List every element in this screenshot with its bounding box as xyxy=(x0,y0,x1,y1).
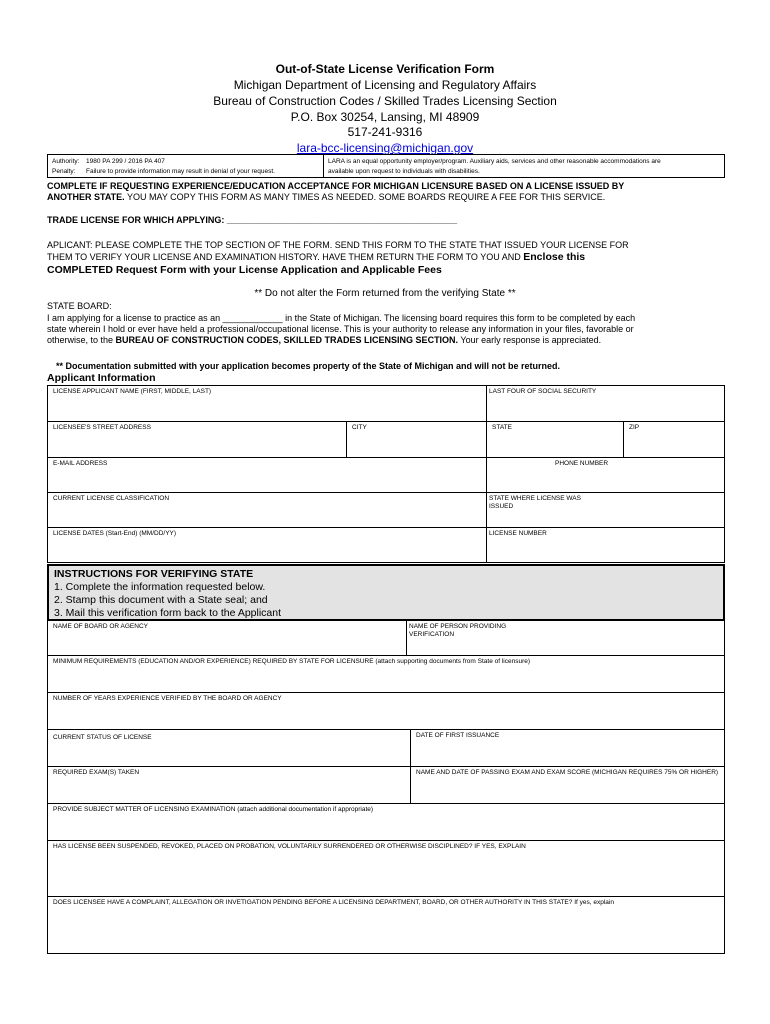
years-experience-field[interactable] xyxy=(47,692,725,730)
complaint-label: DOES LICENSEE HAVE A COMPLAINT, ALLEGATION OR INVETIGATION PENDING BEFORE A LICENSING DEPARTMENT, BOARD, OR OTHER AUTHORITY IN THIS STATE? If yes, explain xyxy=(53,899,614,906)
complete-notice-rest: YOU MAY COPY THIS FORM AS MANY TIMES AS NEEDED. SOME BOARDS REQUIRE A FEE FOR THIS SERVICE. xyxy=(124,192,606,202)
verifier-name-field[interactable] xyxy=(406,620,725,656)
city-field[interactable] xyxy=(346,421,487,458)
board-agency-label: NAME OF BOARD OR AGENCY xyxy=(53,623,148,630)
classification-label: CURRENT LICENSE CLASSIFICATION xyxy=(53,495,170,502)
authority-label: Authority: xyxy=(52,158,80,165)
form-title: Out-of-State License Verification Form xyxy=(275,62,495,76)
board-text-3c: Your early response is appreciated. xyxy=(458,335,602,345)
applicant-instructions-3: COMPLETED Request Form with your License Application and Applicable Fees xyxy=(47,264,442,276)
ssn-label: LAST FOUR OF SOCIAL SECURITY xyxy=(489,388,597,395)
license-number-field[interactable] xyxy=(486,527,725,563)
mailing-address: P.O. Box 30254, Lansing, MI 48909 xyxy=(290,110,480,124)
complete-notice-bold: ANOTHER STATE. xyxy=(47,192,125,202)
first-issuance-label: DATE OF FIRST ISSUANCE xyxy=(416,732,500,739)
eeo-line-2: available upon request to individuals with disabilities. xyxy=(328,168,480,175)
classification-field[interactable] xyxy=(47,492,487,528)
license-status-field[interactable] xyxy=(47,729,411,767)
do-not-alter-notice: ** Do not alter the Form returned from the verifying State ** xyxy=(254,288,516,299)
instructions-step-3: 3. Mail this verification form back to the Applicant xyxy=(54,607,282,619)
exams-taken-field[interactable] xyxy=(47,766,411,804)
authority-left xyxy=(48,155,324,177)
applicant-name-field[interactable] xyxy=(47,385,487,422)
license-dates-label: LICENSE DATES (Start-End) (MM/DD/YY) xyxy=(53,530,177,537)
email-label: E-MAIL ADDRESS xyxy=(53,460,108,467)
min-requirements-field[interactable] xyxy=(47,655,725,693)
complete-notice-2 xyxy=(47,192,605,203)
instructions-step-2: 2. Stamp this document with a State seal; and xyxy=(54,594,268,606)
board-text-3a: otherwise, to the xyxy=(47,335,116,345)
street-address-field[interactable] xyxy=(47,421,347,458)
enclose-this: Enclose this xyxy=(523,251,586,263)
applicant-instructions-2a: THEM TO VERIFY YOUR LICENSE AND EXAMINATION HISTORY. HAVE THEM RETURN THE FORM TO YOU AND xyxy=(47,252,524,262)
zip-field[interactable] xyxy=(623,421,725,458)
state-issued-label: STATE WHERE LICENSE WAS ISSUED xyxy=(489,495,581,510)
penalty-label: Penalty: xyxy=(52,168,76,175)
penalty-value: Failure to provide information may result in denial of your request. xyxy=(86,168,275,175)
passing-exam-field[interactable] xyxy=(410,766,725,804)
authority-value: 1980 PA 299 / 2016 PA 407 xyxy=(86,158,165,165)
exam-subject-label: PROVIDE SUBJECT MATTER OF LICENSING EXAMINATION (attach additional documentation if appropriate) xyxy=(53,806,374,813)
state-field[interactable] xyxy=(486,421,624,458)
applicant-instructions-1: APLICANT: PLEASE COMPLETE THE TOP SECTION OF THE FORM. SEND THIS FORM TO THE STATE THAT ISSUED YOUR LICENSE FOR xyxy=(47,240,629,250)
authority-box xyxy=(47,154,725,178)
license-number-label: LICENSE NUMBER xyxy=(489,530,547,537)
passing-exam-label: NAME AND DATE OF PASSING EXAM AND EXAM SCORE (MICHIGAN REQUIRES 75% OR HIGHER) xyxy=(416,769,719,776)
applicant-section-title: Applicant Information xyxy=(47,372,156,384)
applicant-instructions-2 xyxy=(47,252,585,263)
phone-number: 517-241-9316 xyxy=(347,125,423,139)
state-label: STATE xyxy=(492,424,512,431)
email-field[interactable] xyxy=(47,457,487,493)
documentation-notice: ** Documentation submitted with your application becomes property of the State of Michigan and will not be returned. xyxy=(56,361,561,371)
state-board-heading: STATE BOARD: xyxy=(47,301,112,311)
phone-field[interactable] xyxy=(486,457,725,493)
city-label: CITY xyxy=(352,424,367,431)
ssn-field[interactable] xyxy=(486,385,725,422)
department-name: Michigan Department of Licensing and Regulatory Affairs xyxy=(233,78,537,92)
email-link[interactable]: lara-bcc-licensing@michigan.gov xyxy=(296,141,474,155)
instructions-step-1: 1. Complete the information requested below. xyxy=(54,581,266,593)
instructions-box xyxy=(47,564,725,621)
state-board-text-3 xyxy=(47,335,601,346)
disciplinary-label: HAS LICENSE BEEN SUSPENDED, REVOKED, PLACED ON PROBATION, VOLUNTARILY SURRENDERED OR OTHERWISE DISCIPLINED? IF YES, EXPLAIN xyxy=(53,843,526,850)
first-issuance-field[interactable] xyxy=(410,729,725,767)
phone-label: PHONE NUMBER xyxy=(555,460,609,467)
street-address-label: LICENSEE'S STREET ADDRESS xyxy=(53,424,151,431)
years-experience-label: NUMBER OF YEARS EXPERIENCE VERIFIED BY THE BOARD OR AGENCY xyxy=(53,695,282,702)
trade-license-line: TRADE LICENSE FOR WHICH APPLYING: ______________________________________________ xyxy=(47,215,458,225)
state-board-text-1: I am applying for a license to practice as an ____________ in the State of Michigan. The licensing board requires this form to be completed by each xyxy=(47,313,636,323)
complaint-field[interactable] xyxy=(47,896,725,954)
complete-notice-1: COMPLETE IF REQUESTING EXPERIENCE/EDUCATION ACCEPTANCE FOR MICHIGAN LICENSURE BASED ON A LICENSE ISSUED BY xyxy=(47,181,625,191)
state-issued-field[interactable] xyxy=(486,492,725,528)
license-dates-field[interactable] xyxy=(47,527,487,563)
disciplinary-field[interactable] xyxy=(47,840,725,897)
min-requirements-label: MINIMUM REQUIREMENTS (EDUCATION AND/OR EXPERIENCE) REQUIRED BY STATE FOR LICENSURE (attach supporting documents from State of licensure) xyxy=(53,658,531,665)
eeo-line-1: LARA is an equal opportunity employer/program. Auxiliary aids, services and other reasonable accommodations are xyxy=(328,158,661,165)
exams-taken-label: REQUIRED EXAM(S) TAKEN xyxy=(53,769,140,776)
bureau-name: Bureau of Construction Codes / Skilled Trades Licensing Section xyxy=(213,94,557,108)
license-status-label: CURRENT STATUS OF LICENSE xyxy=(53,734,152,741)
exam-subject-field[interactable] xyxy=(47,803,725,841)
authority-right xyxy=(328,155,724,177)
board-agency-field[interactable] xyxy=(47,620,407,656)
verifier-name-label: NAME OF PERSON PROVIDING VERIFICATION xyxy=(409,623,507,638)
zip-label: ZIP xyxy=(629,424,640,431)
board-text-3b: BUREAU OF CONSTRUCTION CODES, SKILLED TRADES LICENSING SECTION. xyxy=(115,335,459,345)
instructions-title: INSTRUCTIONS FOR VERIFYING STATE xyxy=(54,568,254,580)
state-board-text-2: state wherein I hold or ever have held a professional/occupational license. This is your authority to release any information in your files, favorable or xyxy=(47,324,634,334)
applicant-name-label: LICENSE APPLICANT NAME (FIRST, MIDDLE, LAST) xyxy=(53,388,212,395)
